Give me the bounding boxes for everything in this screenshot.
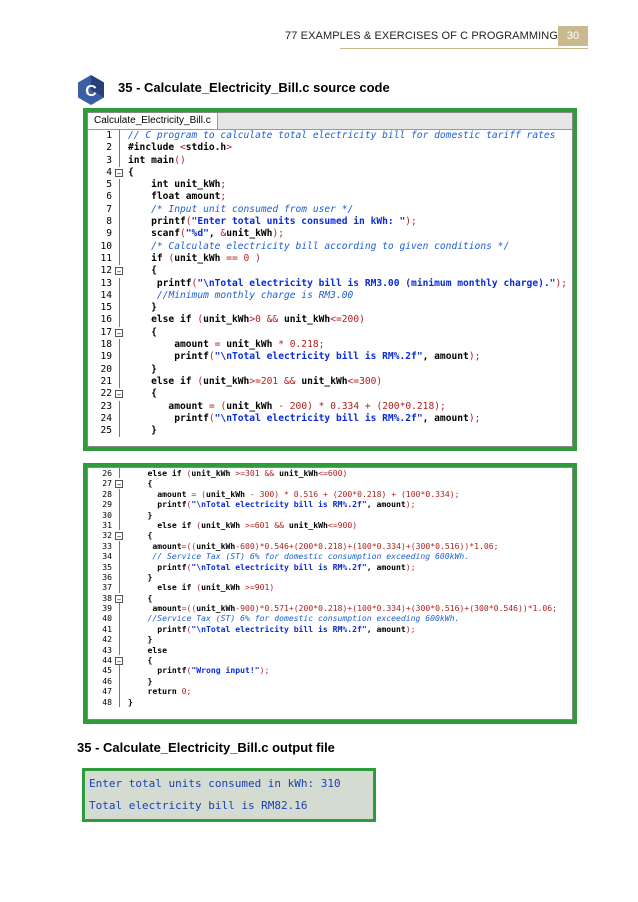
code-line	[88, 290, 572, 302]
code-line	[88, 593, 572, 603]
line-number: 11	[100, 252, 112, 264]
fold-guide	[119, 468, 120, 478]
code-text: printf("\nTotal electricity bill is RM%.2f", amount);	[128, 499, 416, 510]
fold-guide	[119, 489, 120, 499]
code-line	[88, 142, 572, 154]
code-line	[88, 520, 572, 530]
line-number: 4	[106, 166, 112, 178]
fold-guide	[119, 204, 120, 216]
code-text: }	[128, 696, 133, 707]
line-number: 28	[102, 488, 112, 499]
editor-tab-bar	[88, 113, 572, 130]
code-line	[88, 425, 572, 437]
code-line	[88, 191, 572, 203]
line-number: 24	[100, 412, 112, 424]
fold-guide	[119, 697, 120, 707]
fold-guide	[119, 142, 120, 154]
line-number: 40	[102, 613, 112, 624]
line-number: 35	[102, 561, 112, 572]
code-editor-screenshot-1	[87, 112, 573, 447]
code-text: amount=((unit_kWh-600)*0.546+(200*0.218)+(100*0.334)+(300*0.516))*1.06;	[128, 540, 499, 551]
code-text: //Minimum monthly charge is RM3.00	[156, 289, 354, 301]
code-editor-screenshot-2	[87, 467, 573, 720]
fold-guide	[119, 645, 120, 655]
line-number: 12	[100, 265, 112, 277]
console-output	[82, 768, 376, 822]
code-line	[88, 413, 572, 425]
line-number: 10	[100, 240, 112, 252]
code-text: }	[128, 571, 153, 582]
editor-tab[interactable]: Calculate_Electricity_Bill.c	[88, 113, 218, 129]
code-line	[88, 265, 572, 277]
code-line	[88, 468, 572, 478]
line-number: 30	[102, 509, 112, 520]
code-text: #include <stdio.h>	[128, 142, 232, 154]
line-number: 43	[102, 644, 112, 655]
code-text: {	[128, 265, 157, 277]
fold-guide	[119, 572, 120, 582]
code-text: }	[128, 634, 153, 645]
code-text: else if (unit_kWh >=301 && unit_kWh<=600)	[128, 468, 348, 478]
fold-guide	[119, 582, 120, 592]
line-number: 13	[100, 277, 112, 289]
line-number: 23	[100, 400, 112, 412]
code-text: printf("\nTotal electricity bill is RM%.2f", amount);	[128, 412, 481, 424]
code-text: printf("\nTotal electricity bill is RM%.2f", amount);	[128, 351, 481, 363]
line-number: 21	[100, 375, 112, 387]
code-line	[88, 697, 572, 707]
line-number: 31	[102, 519, 112, 530]
fold-guide	[119, 676, 120, 686]
console-line-input: Enter total units consumed in kWh: 310	[89, 777, 341, 790]
fold-guide	[119, 613, 120, 623]
line-number: 26	[102, 468, 112, 478]
code-line	[88, 541, 572, 551]
code-line	[88, 613, 572, 623]
fold-guide	[119, 351, 120, 363]
fold-guide	[119, 130, 120, 142]
code-text: printf("Wrong input!");	[128, 665, 270, 676]
fold-guide	[119, 624, 120, 634]
code-text: else if (unit_kWh>0 && unit_kWh<=200)	[128, 314, 365, 326]
line-number: 42	[102, 634, 112, 645]
code-text: {	[128, 166, 134, 178]
line-number: 16	[100, 314, 112, 326]
code-line	[88, 665, 572, 675]
code-line	[88, 572, 572, 582]
line-number: 32	[102, 530, 112, 541]
code-line	[88, 489, 572, 499]
code-line	[88, 510, 572, 520]
code-line	[88, 551, 572, 561]
code-line	[88, 216, 572, 228]
code-line	[88, 376, 572, 388]
fold-guide	[119, 302, 120, 314]
fold-guide	[119, 499, 120, 509]
fold-guide	[119, 364, 120, 376]
code-text: {	[128, 592, 153, 603]
fold-guide	[119, 339, 120, 351]
line-number: 34	[102, 551, 112, 562]
code-line	[88, 655, 572, 665]
c-language-logo-icon	[76, 74, 106, 106]
line-number: 1	[106, 130, 112, 141]
line-number: 38	[102, 592, 112, 603]
code-line	[88, 302, 572, 314]
code-line	[88, 253, 572, 265]
fold-guide	[119, 665, 120, 675]
fold-guide	[119, 278, 120, 290]
fold-guide	[119, 686, 120, 696]
line-number: 14	[100, 289, 112, 301]
code-text: {	[128, 326, 157, 338]
fold-guide	[119, 155, 120, 167]
svg-text:C: C	[85, 83, 97, 100]
code-line	[88, 228, 572, 240]
code-line	[88, 314, 572, 326]
code-text: amount=((unit_kWh-900)*0.571+(200*0.218)+(100*0.334)+(300*0.516)+(300*0.546))*1.06;	[128, 603, 557, 614]
line-number: 6	[106, 191, 112, 203]
line-number: 15	[100, 302, 112, 314]
header-rule	[340, 48, 588, 49]
fold-toggle-icon[interactable]: −	[116, 481, 122, 490]
fold-guide	[119, 551, 120, 561]
code-line	[88, 401, 572, 413]
code-text: float amount;	[128, 191, 227, 203]
code-line	[88, 155, 572, 167]
code-text: //Service Tax (ST) 6% for domestic consumption exceeding 600kWh.	[147, 613, 460, 624]
fold-toggle-icon[interactable]: −	[116, 595, 122, 604]
code-line	[88, 351, 572, 363]
code-line	[88, 339, 572, 351]
code-text: int unit_kWh;	[128, 179, 227, 191]
fold-guide	[119, 603, 120, 613]
code-text: printf("Enter total units consumed in kWh: ");	[128, 216, 417, 228]
fold-toggle-icon[interactable]: −	[116, 658, 122, 667]
fold-guide	[119, 253, 120, 265]
code-line	[88, 130, 572, 142]
code-line	[88, 686, 572, 696]
code-text: amount = (unit_kWh - 300) * 0.516 + (200*0.218) + (100*0.334);	[128, 488, 460, 499]
code-line	[88, 603, 572, 613]
line-number: 20	[100, 363, 112, 375]
fold-guide	[119, 179, 120, 191]
line-number: 33	[102, 540, 112, 551]
running-header: 77 EXAMPLES & EXERCISES OF C PROGRAMMING	[285, 30, 558, 42]
code-line	[88, 582, 572, 592]
code-text: else	[128, 644, 167, 655]
line-number: 27	[102, 478, 112, 489]
line-number: 19	[100, 351, 112, 363]
line-number: 9	[106, 228, 112, 240]
code-line	[88, 327, 572, 339]
fold-guide	[119, 241, 120, 253]
line-number: 41	[102, 623, 112, 634]
code-text: {	[128, 530, 153, 541]
code-text: amount = unit_kWh * 0.218;	[128, 339, 325, 351]
code-line	[88, 179, 572, 191]
code-line	[88, 645, 572, 655]
line-number: 44	[102, 655, 112, 666]
line-number: 3	[106, 154, 112, 166]
code-text: {	[128, 388, 157, 400]
code-text: if (unit_kWh == 0 )	[128, 252, 261, 264]
code-text: {	[128, 655, 153, 666]
line-number: 48	[102, 696, 112, 707]
code-line	[88, 364, 572, 376]
fold-toggle-icon[interactable]: −	[116, 268, 122, 277]
line-number: 8	[106, 216, 112, 228]
code-text: scanf("%d", &unit_kWh);	[128, 228, 284, 240]
section-title-source: 35 - Calculate_Electricity_Bill.c source code	[118, 80, 390, 95]
code-line	[88, 634, 572, 644]
fold-guide	[119, 376, 120, 388]
fold-guide	[119, 425, 120, 437]
fold-toggle-icon[interactable]: −	[116, 169, 122, 178]
code-text: printf("\nTotal electricity bill is RM3.00 (minimum monthly charge).");	[128, 277, 567, 289]
code-text: {	[128, 478, 153, 489]
code-text: // Service Tax (ST) 6% for domestic consumption exceeding 600kWh.	[152, 551, 470, 562]
fold-guide	[119, 510, 120, 520]
code-text: amount = (unit_kWh - 200) * 0.334 + (200*0.218);	[128, 400, 446, 412]
code-line	[88, 676, 572, 686]
fold-guide	[119, 520, 120, 530]
fold-guide	[119, 314, 120, 326]
code-text: /* Calculate electricity bill according to given conditions */	[151, 240, 510, 252]
code-text: int main()	[128, 154, 186, 166]
code-text: else if (unit_kWh >=601 && unit_kWh<=900)	[128, 519, 358, 530]
code-line	[88, 530, 572, 540]
code-text: /* Input unit consumed from user */	[151, 203, 354, 215]
fold-toggle-icon[interactable]: −	[116, 533, 122, 542]
line-number: 37	[102, 582, 112, 593]
page-number: 30	[558, 26, 588, 46]
line-number: 47	[102, 686, 112, 697]
code-line	[88, 167, 572, 179]
line-number: 7	[106, 203, 112, 215]
fold-guide	[119, 401, 120, 413]
fold-guide	[119, 541, 120, 551]
line-number: 22	[100, 388, 112, 400]
line-number: 2	[106, 142, 112, 154]
code-line	[88, 562, 572, 572]
code-text: }	[128, 425, 157, 437]
code-text: // C program to calculate total electricity bill for domestic tariff rates	[128, 130, 556, 141]
code-line	[88, 204, 572, 216]
line-number: 25	[100, 425, 112, 437]
line-number: 29	[102, 499, 112, 510]
line-number: 36	[102, 571, 112, 582]
code-text: printf("\nTotal electricity bill is RM%.2f", amount);	[128, 623, 416, 634]
fold-guide	[119, 191, 120, 203]
line-number: 5	[106, 179, 112, 191]
code-line	[88, 241, 572, 253]
code-block-2	[88, 468, 572, 707]
fold-guide	[119, 562, 120, 572]
fold-toggle-icon[interactable]: −	[116, 391, 122, 400]
fold-toggle-icon[interactable]: −	[116, 329, 122, 338]
code-text: else if (unit_kWh >=901)	[128, 582, 275, 593]
code-text: printf("\nTotal electricity bill is RM%.2f", amount);	[128, 561, 416, 572]
code-text: else if (unit_kWh>=201 && unit_kWh<=300)	[128, 375, 383, 387]
line-number: 17	[100, 326, 112, 338]
code-text: }	[128, 675, 153, 686]
line-number: 39	[102, 603, 112, 614]
fold-guide	[119, 228, 120, 240]
fold-guide	[119, 634, 120, 644]
code-text: return 0;	[128, 686, 192, 697]
code-text: }	[128, 509, 153, 520]
code-line	[88, 388, 572, 400]
code-line	[88, 499, 572, 509]
console-line-result: Total electricity bill is RM82.16	[89, 799, 308, 812]
line-number: 46	[102, 675, 112, 686]
code-text: }	[128, 302, 157, 314]
line-number: 18	[100, 339, 112, 351]
section-title-output: 35 - Calculate_Electricity_Bill.c output file	[77, 740, 335, 755]
code-line	[88, 478, 572, 488]
line-number: 45	[102, 665, 112, 676]
code-text: }	[128, 363, 157, 375]
code-line	[88, 624, 572, 634]
fold-guide	[119, 290, 120, 302]
fold-guide	[119, 413, 120, 425]
code-block-1	[88, 130, 572, 437]
fold-guide	[119, 216, 120, 228]
code-line	[88, 278, 572, 290]
